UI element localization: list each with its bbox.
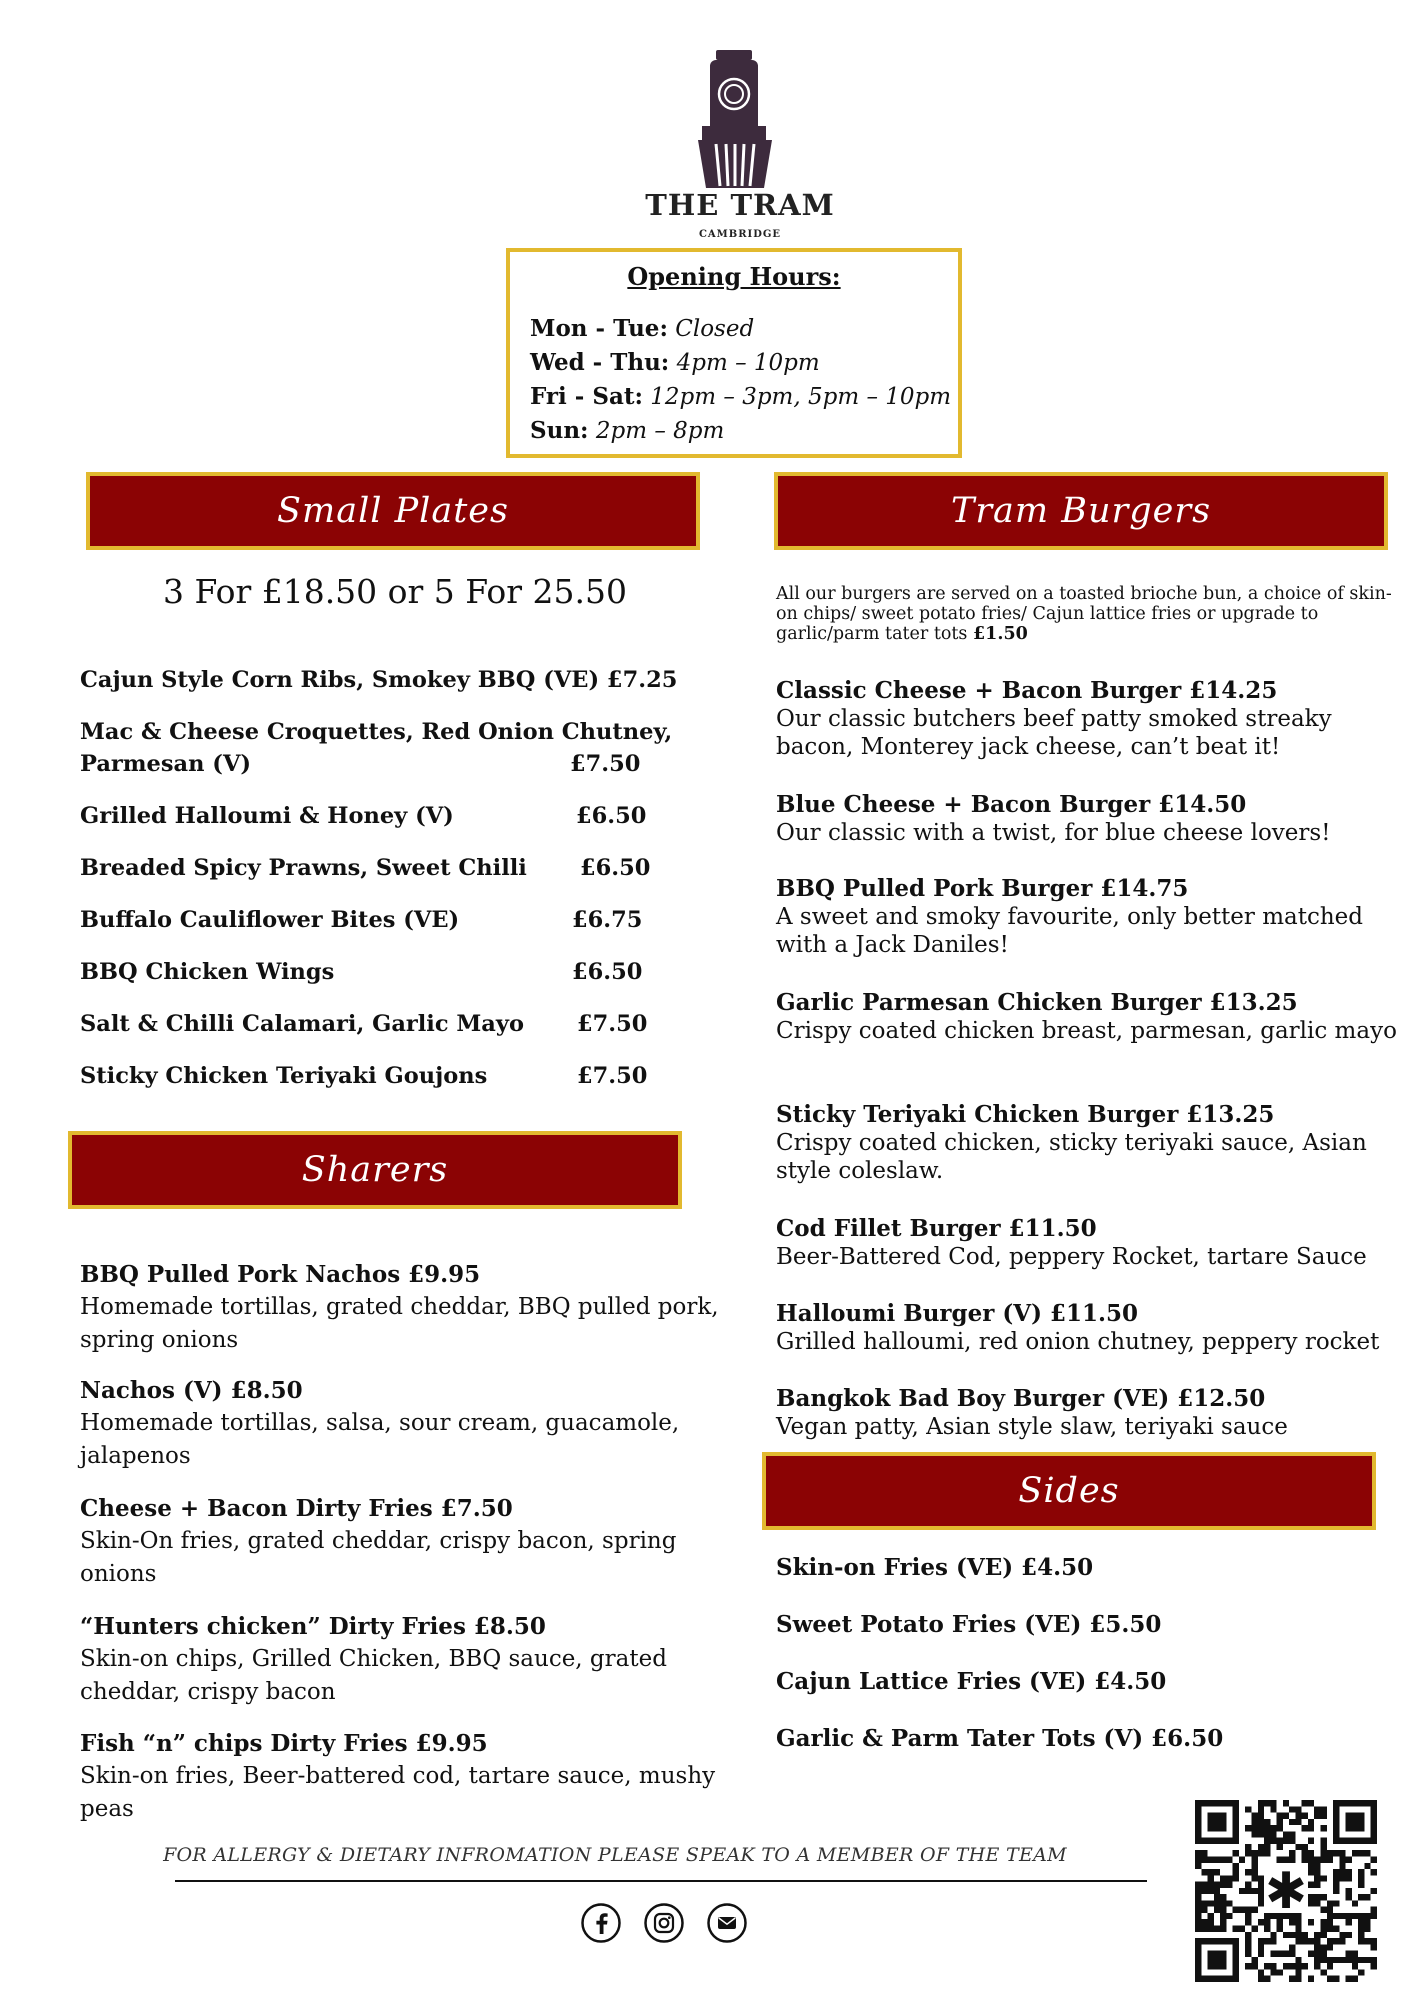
- burger-item: [776, 1101, 1401, 1185]
- instagram-icon[interactable]: [643, 1902, 685, 1944]
- burger-title: Sticky Teriyaki Chicken Burger £13.25: [776, 1101, 1275, 1128]
- sharer-item: [80, 1727, 720, 1826]
- burger-title: BBQ Pulled Pork Burger £14.75: [776, 875, 1189, 902]
- small-plate-item: BBQ Chicken Wings: [80, 959, 335, 985]
- sharer-desc: Skin-On fries, grated cheddar, crispy bacon, spring onions: [80, 1528, 677, 1587]
- burgers-intro: [776, 584, 1396, 644]
- burger-item: [776, 1385, 1401, 1441]
- side-item: Skin-on Fries (VE) £4.50: [776, 1554, 1094, 1581]
- small-plate-price: £7.50: [577, 1011, 648, 1037]
- burger-desc: Our classic with a twist, for blue cheese lovers!: [776, 820, 1331, 846]
- burger-item: [776, 1215, 1401, 1271]
- sharer-title: Cheese + Bacon Dirty Fries £7.50: [80, 1495, 513, 1522]
- burgers-upgrade-price: £1.50: [973, 624, 1028, 644]
- sharer-desc: Homemade tortillas, salsa, sour cream, guacamole, jalapenos: [80, 1410, 680, 1469]
- small-plate-price: £6.50: [580, 855, 651, 881]
- burger-title: Blue Cheese + Bacon Burger £14.50: [776, 791, 1247, 818]
- qr-code[interactable]: [1195, 1800, 1377, 1982]
- sharer-desc: Homemade tortillas, grated cheddar, BBQ pulled pork, spring onions: [80, 1294, 719, 1353]
- hours-row: [530, 414, 951, 448]
- hours-day: Mon - Tue:: [530, 315, 668, 342]
- sharer-title: Nachos (V) £8.50: [80, 1377, 303, 1404]
- hours-time: 4pm – 10pm: [676, 350, 820, 376]
- brand-name: THE TRAM: [645, 188, 835, 222]
- train-logo: [680, 48, 790, 198]
- small-plate-price: £6.50: [572, 959, 643, 985]
- small-plate-item: Sticky Chicken Teriyaki Goujons: [80, 1063, 488, 1089]
- sharer-title: “Hunters chicken” Dirty Fries £8.50: [80, 1613, 546, 1640]
- footer-divider: [175, 1880, 1147, 1882]
- burger-desc: Grilled halloumi, red onion chutney, peppery rocket: [776, 1329, 1380, 1355]
- hours-row: [530, 312, 951, 346]
- hours-time: Closed: [675, 316, 755, 342]
- burger-desc: Crispy coated chicken breast, parmesan, garlic mayo: [776, 1018, 1397, 1044]
- burger-title: Halloumi Burger (V) £11.50: [776, 1300, 1139, 1327]
- small-plate-price: £6.50: [576, 803, 647, 829]
- burger-title: Garlic Parmesan Chicken Burger £13.25: [776, 989, 1298, 1016]
- small-plates-banner: Small Plates: [86, 472, 700, 550]
- small-plate-item: Buffalo Cauliflower Bites (VE): [80, 907, 460, 933]
- sharer-item: [80, 1374, 720, 1473]
- small-plate-item: Mac & Cheese Croquettes, Red Onion Chutney,: [80, 719, 673, 745]
- small-plates-deal: 3 For £18.50 or 5 For 25.50: [163, 572, 627, 611]
- side-item: Sweet Potato Fries (VE) £5.50: [776, 1611, 1162, 1638]
- burger-item: [776, 791, 1401, 847]
- burger-desc: Crispy coated chicken, sticky teriyaki sauce, Asian style coleslaw.: [776, 1130, 1367, 1184]
- burger-desc: Our classic butchers beef patty smoked streaky bacon, Monterey jack cheese, can’t beat it!: [776, 706, 1332, 760]
- allergy-notice: FOR ALLERGY & DIETARY INFROMATION PLEASE SPEAK TO A MEMBER OF THE TEAM: [163, 1844, 1067, 1866]
- hours-time: 2pm – 8pm: [595, 418, 725, 444]
- small-plate-item: Grilled Halloumi & Honey (V): [80, 803, 454, 829]
- brand-location: CAMBRIDGE: [698, 229, 782, 240]
- sharer-desc: Skin-on chips, Grilled Chicken, BBQ sauce, grated cheddar, crispy bacon: [80, 1646, 667, 1705]
- side-item: Cajun Lattice Fries (VE) £4.50: [776, 1668, 1167, 1695]
- small-plate-item-cont: Parmesan (V): [80, 751, 252, 777]
- side-item: Garlic & Parm Tater Tots (V) £6.50: [776, 1725, 1224, 1752]
- burger-item: [776, 677, 1401, 761]
- opening-hours-title: Opening Hours:: [627, 262, 841, 291]
- hours-row: [530, 346, 951, 380]
- hours-time: 12pm – 3pm, 5pm – 10pm: [650, 384, 952, 410]
- facebook-icon[interactable]: [580, 1902, 622, 1944]
- small-plate-item: Breaded Spicy Prawns, Sweet Chilli: [80, 855, 527, 881]
- sharer-desc: Skin-on fries, Beer-battered cod, tartare sauce, mushy peas: [80, 1763, 716, 1822]
- hours-row: [530, 380, 951, 414]
- sharer-title: Fish “n” chips Dirty Fries £9.95: [80, 1730, 488, 1757]
- small-plate-price: £6.75: [572, 907, 643, 933]
- sharer-title: BBQ Pulled Pork Nachos £9.95: [80, 1261, 481, 1288]
- hours-day: Sun:: [530, 417, 589, 444]
- small-plate-item: Salt & Chilli Calamari, Garlic Mayo: [80, 1011, 524, 1037]
- sharers-banner: Sharers: [68, 1131, 682, 1209]
- burger-desc: Beer-Battered Cod, peppery Rocket, tartare Sauce: [776, 1244, 1367, 1270]
- hours-day: Wed - Thu:: [530, 349, 670, 376]
- burger-desc: A sweet and smoky favourite, only better matched with a Jack Daniles!: [776, 904, 1364, 958]
- burgers-intro-text: All our burgers are served on a toasted brioche bun, a choice of skin-on chips/ sweet potato fries/ Cajun lattice fries or upgrade to garlic/parm tater tots: [776, 584, 1392, 644]
- burgers-banner: Tram Burgers: [774, 472, 1388, 550]
- burger-desc: Vegan patty, Asian style slaw, teriyaki sauce: [776, 1414, 1288, 1440]
- email-icon[interactable]: [706, 1902, 748, 1944]
- burger-title: Bangkok Bad Boy Burger (VE) £12.50: [776, 1385, 1266, 1412]
- sharer-item: [80, 1258, 720, 1357]
- small-plate-item: Cajun Style Corn Ribs, Smokey BBQ (VE) £7.25: [80, 667, 678, 693]
- hours-day: Fri - Sat:: [530, 383, 643, 410]
- svg-text:✱: ✱: [1264, 1860, 1308, 1920]
- sharer-item: [80, 1610, 720, 1709]
- opening-hours-box: [506, 248, 962, 458]
- burger-item: [776, 1300, 1401, 1356]
- burger-item: [776, 989, 1401, 1045]
- opening-hours-list: [530, 312, 951, 448]
- small-plate-price: £7.50: [570, 751, 641, 777]
- sharer-item: [80, 1492, 720, 1591]
- burger-title: Classic Cheese + Bacon Burger £14.25: [776, 677, 1278, 704]
- sides-banner: Sides: [762, 1452, 1376, 1530]
- burger-title: Cod Fillet Burger £11.50: [776, 1215, 1097, 1242]
- small-plate-price: £7.50: [577, 1063, 648, 1089]
- burger-item: [776, 875, 1401, 959]
